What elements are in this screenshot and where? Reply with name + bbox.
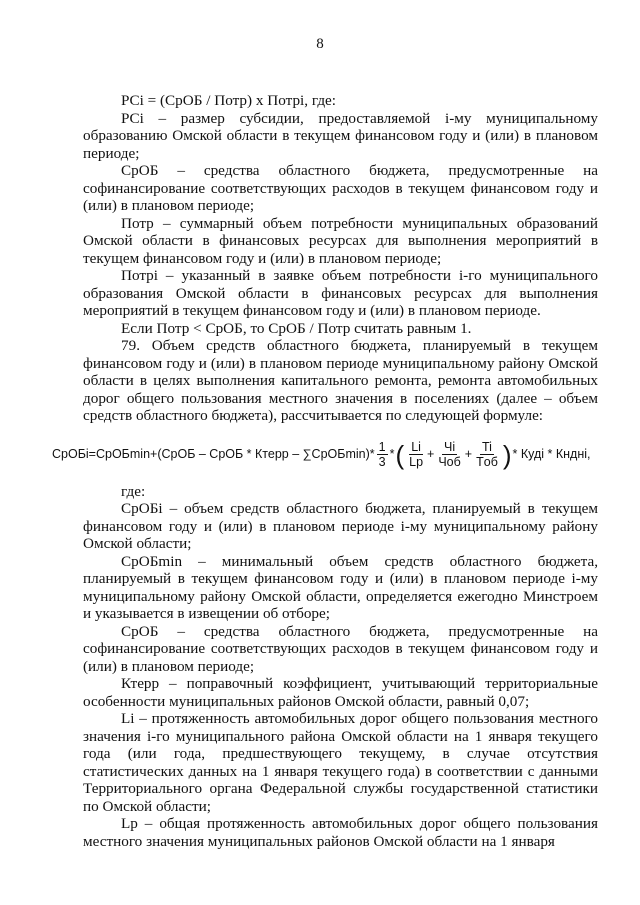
formula-fraction-1-3	[377, 440, 388, 469]
fraction-numerator: Чi	[444, 440, 456, 454]
document-body	[52, 92, 598, 850]
fraction-denominator: Чоб	[438, 455, 461, 469]
paragraph: СрОБ – средства областного бюджета, предусмотренные на софинансирование соответствующих расходов в текущем финансовом году и (или) в плановом периоде;	[83, 162, 598, 214]
formula-fraction-chi-chob	[436, 440, 462, 469]
paragraph: Если Потр < СрОБ, то СрОБ / Потр считать равным 1.	[121, 319, 472, 337]
fraction-denominator: 3	[378, 455, 386, 469]
formula-plus: +	[427, 446, 435, 461]
fraction-denominator: Lp	[409, 455, 424, 469]
page-number: 8	[316, 36, 324, 52]
text-block-bottom	[83, 483, 598, 851]
paragraph: СрОБ – средства областного бюджета, предусмотренные на софинансирование соответствующих расходов в текущем финансовом году и (или) в плановом периоде;	[83, 622, 598, 675]
fraction-denominator: Tоб	[476, 455, 498, 469]
formula-plus: +	[464, 446, 473, 461]
paragraph: 79. Объем средств областного бюджета, планируемый в текущем финансовом году и (или) в плановом периоде муниципальному району Омской области в целях выполнения капитального ремонта, ремонта автомобильных дорог общего пользования местного значения в поселениях (далее – объем средств областного бюджета), рассчитывается по следующей формуле:	[83, 337, 598, 424]
formula-text-line: PCi = (СрОБ / Потр) x Потрi, где:	[121, 92, 337, 109]
paragraph: Li – протяженность автомобильных дорог общего пользования местного значения i-го муниципального района Омской области на 1 января текущего года (или года, предшествующего текущему, в случае отсутствия статистических данных на 1 января текущего года) в соответствии с данными Территориального органа Федеральной службы государственной статистики по Омской области;	[83, 710, 598, 815]
formula-fraction-ti-tob	[474, 440, 500, 469]
paragraph: СрОБi – объем средств областного бюджета, планируемый в текущем финансовом году и (или) в плановом периоде i-му муниципальному району Омской области;	[83, 500, 598, 552]
formula-text-line: где:	[121, 482, 146, 500]
formula-lhs: СрОБi=СрОБmin+(СрОБ – СрОБ * Ктерр – ∑СрОБmin)*	[52, 446, 375, 461]
paragraph: Lp – общая протяженность автомобильных дорог общего пользования местного значения муниципальных районов Омской области на 1 января	[83, 815, 598, 850]
fraction-numerator: Ti	[482, 440, 492, 454]
paragraph: PCi – размер субсидии, предоставляемой i-му муниципальному образованию Омской области в текущем финансовом году и (или) в плановом периоде;	[83, 109, 598, 162]
formula	[0, 433, 640, 477]
formula-rhs: * Куді * Кндні,	[512, 446, 591, 461]
text-block-top	[83, 92, 598, 425]
paragraph: СрОБmin – минимальный объем средств областного бюджета, планируемый в текущем финансовом году и (или) в плановом периоде i-му муниципальному району Омской области, определяется ежегодно Минстроем и указывается в извещении об отборе;	[83, 552, 598, 622]
paragraph: Потрi – указанный в заявке объем потребности i-го муниципального образования Омской области в финансовых ресурсах для выполнения мероприятий в текущем финансовом году и (или) в плановом периоде.	[83, 267, 598, 319]
formula-star: *	[389, 446, 395, 461]
formula-close-paren: )	[502, 439, 512, 470]
formula-open-paren: (	[395, 439, 405, 470]
fraction-numerator: 1	[378, 440, 386, 454]
formula-fraction-li-lp	[407, 440, 425, 469]
paragraph: Ктерр – поправочный коэффициент, учитывающий территориальные особенности муниципальных районов Омской области, равный 0,07;	[83, 675, 598, 710]
fraction-numerator: Li	[411, 440, 421, 454]
paragraph: Потр – суммарный объем потребности муниципальных образований Омской области в финансовых ресурсах для выполнения мероприятий в текущем финансовом году и (или) в плановом периоде;	[83, 214, 598, 267]
